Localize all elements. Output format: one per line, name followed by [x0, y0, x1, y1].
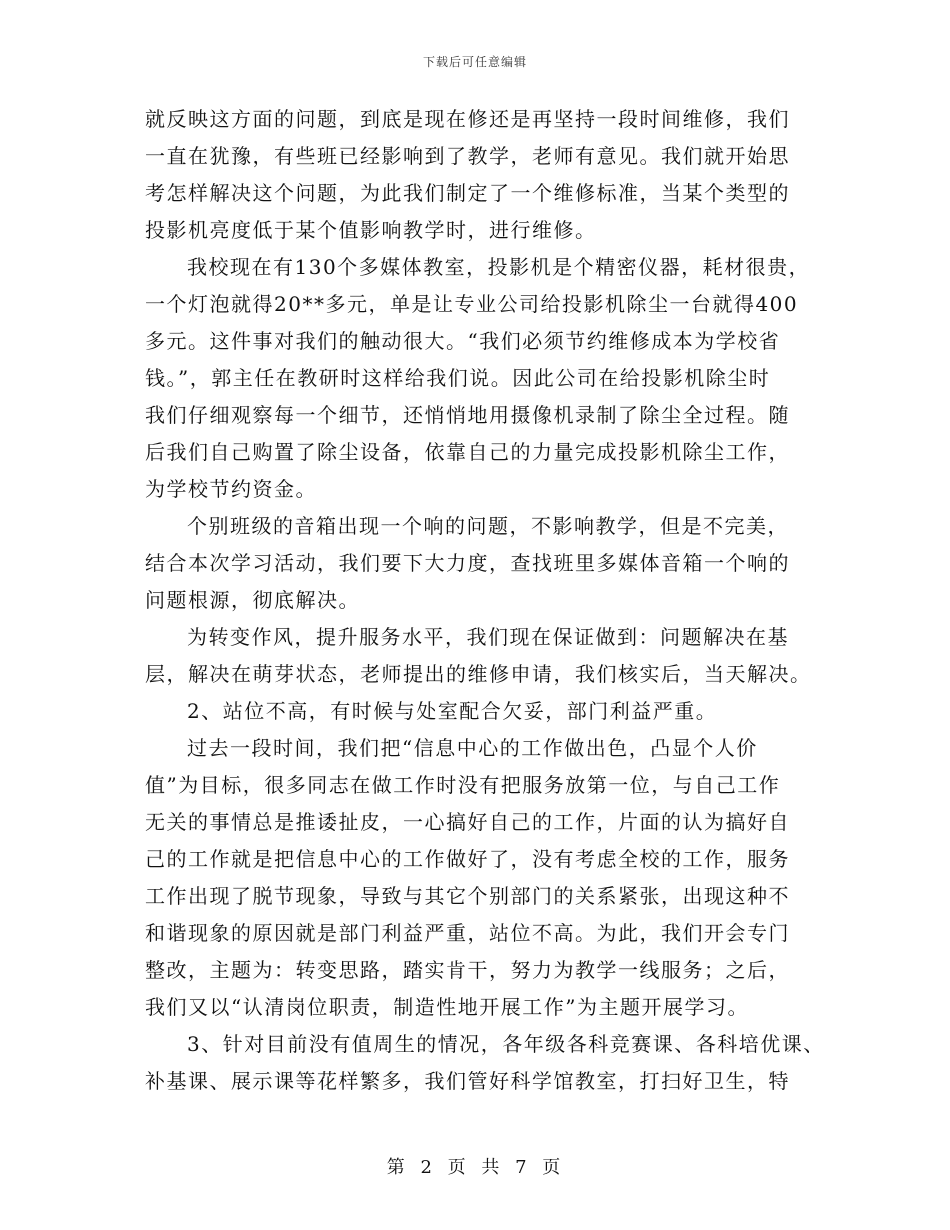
text-line: 投影机亮度低于某个值影响教学时，进行维修。: [145, 218, 597, 242]
text-line: 整改，主题为：转变思路，踏实肯干，努力为教学一线服务；之后，: [145, 958, 790, 982]
text-line: 值”为目标，很多同志在做工作时没有把服务放第一位，与自己工作: [145, 773, 781, 797]
text-line: 工作出现了脱节现象，导致与其它个别部门的关系紧张，出现这种不: [145, 884, 790, 908]
paragraph-first-line: 我校现在有130个多媒体教室，投影机是个精密仪器，耗材很贵，: [187, 255, 811, 279]
text-line: 我们仔细观察每一个细节，还悄悄地用摄像机录制了除尘全过程。随: [145, 403, 790, 427]
text-line: 和谐现象的原因就是部门利益严重，站位不高。为此，我们开会专门: [145, 921, 790, 945]
text-line: 为学校节约资金。: [145, 477, 317, 501]
text-line: 多元。这件事对我们的触动很大。“我们必须节约维修成本为学校省: [145, 329, 781, 353]
paragraph-first-line: 过去一段时间，我们把“信息中心的工作做出色，凸显个人价: [187, 736, 758, 760]
text-line: 问题根源，彻底解决。: [145, 588, 360, 612]
text-line: 结合本次学习活动，我们要下大力度，查找班里多媒体音箱一个响的: [145, 551, 790, 575]
text-line: 一个灯泡就得20**多元，单是让专业公司给投影机除尘一台就得400: [145, 292, 799, 316]
section-heading: 3、针对目前没有值周生的情况，各年级各科竞赛课、各科培优课、: [187, 1032, 825, 1056]
text-line: 后我们自己购置了除尘设备，依靠自己的力量完成投影机除尘工作，: [145, 440, 790, 464]
text-line: 一直在犹豫，有些班已经影响到了教学，老师有意见。我们就开始思: [145, 144, 790, 168]
paragraph-first-line: 为转变作风，提升服务水平，我们现在保证做到：问题解决在基: [187, 625, 789, 649]
text-line: 就反映这方面的问题，到底是现在修还是再坚持一段时间维修，我们: [145, 107, 790, 131]
section-heading: 2、站位不高，有时候与处室配合欠妥，部门利益严重。: [187, 699, 718, 723]
text-line: 己的工作就是把信息中心的工作做好了，没有考虑全校的工作，服务: [145, 847, 790, 871]
text-line: 补基课、展示课等花样繁多，我们管好科学馆教室，打扫好卫生，特: [145, 1069, 790, 1093]
text-line: 无关的事情总是推诿扯皮，一心搞好自己的工作，片面的认为搞好自: [145, 810, 790, 834]
paragraph-first-line: 个别班级的音箱出现一个响的问题，不影响教学，但是不完美，: [187, 514, 789, 538]
text-line: 层，解决在萌芽状态，老师提出的维修申请，我们核实后，当天解决。: [145, 662, 812, 686]
text-line: 钱。”，郭主任在教研时这样给我们说。因此公司在给投影机除尘时: [145, 366, 771, 390]
page-number: 第 2 页 共 7 页: [386, 1157, 564, 1178]
header-note: 下载后可任意编辑: [422, 55, 527, 69]
text-line: 考怎样解决这个问题，为此我们制定了一个维修标准，当某个类型的: [145, 181, 790, 205]
text-line: 我们又以“认清岗位职责，制造性地开展工作”为主题开展学习。: [145, 995, 749, 1019]
